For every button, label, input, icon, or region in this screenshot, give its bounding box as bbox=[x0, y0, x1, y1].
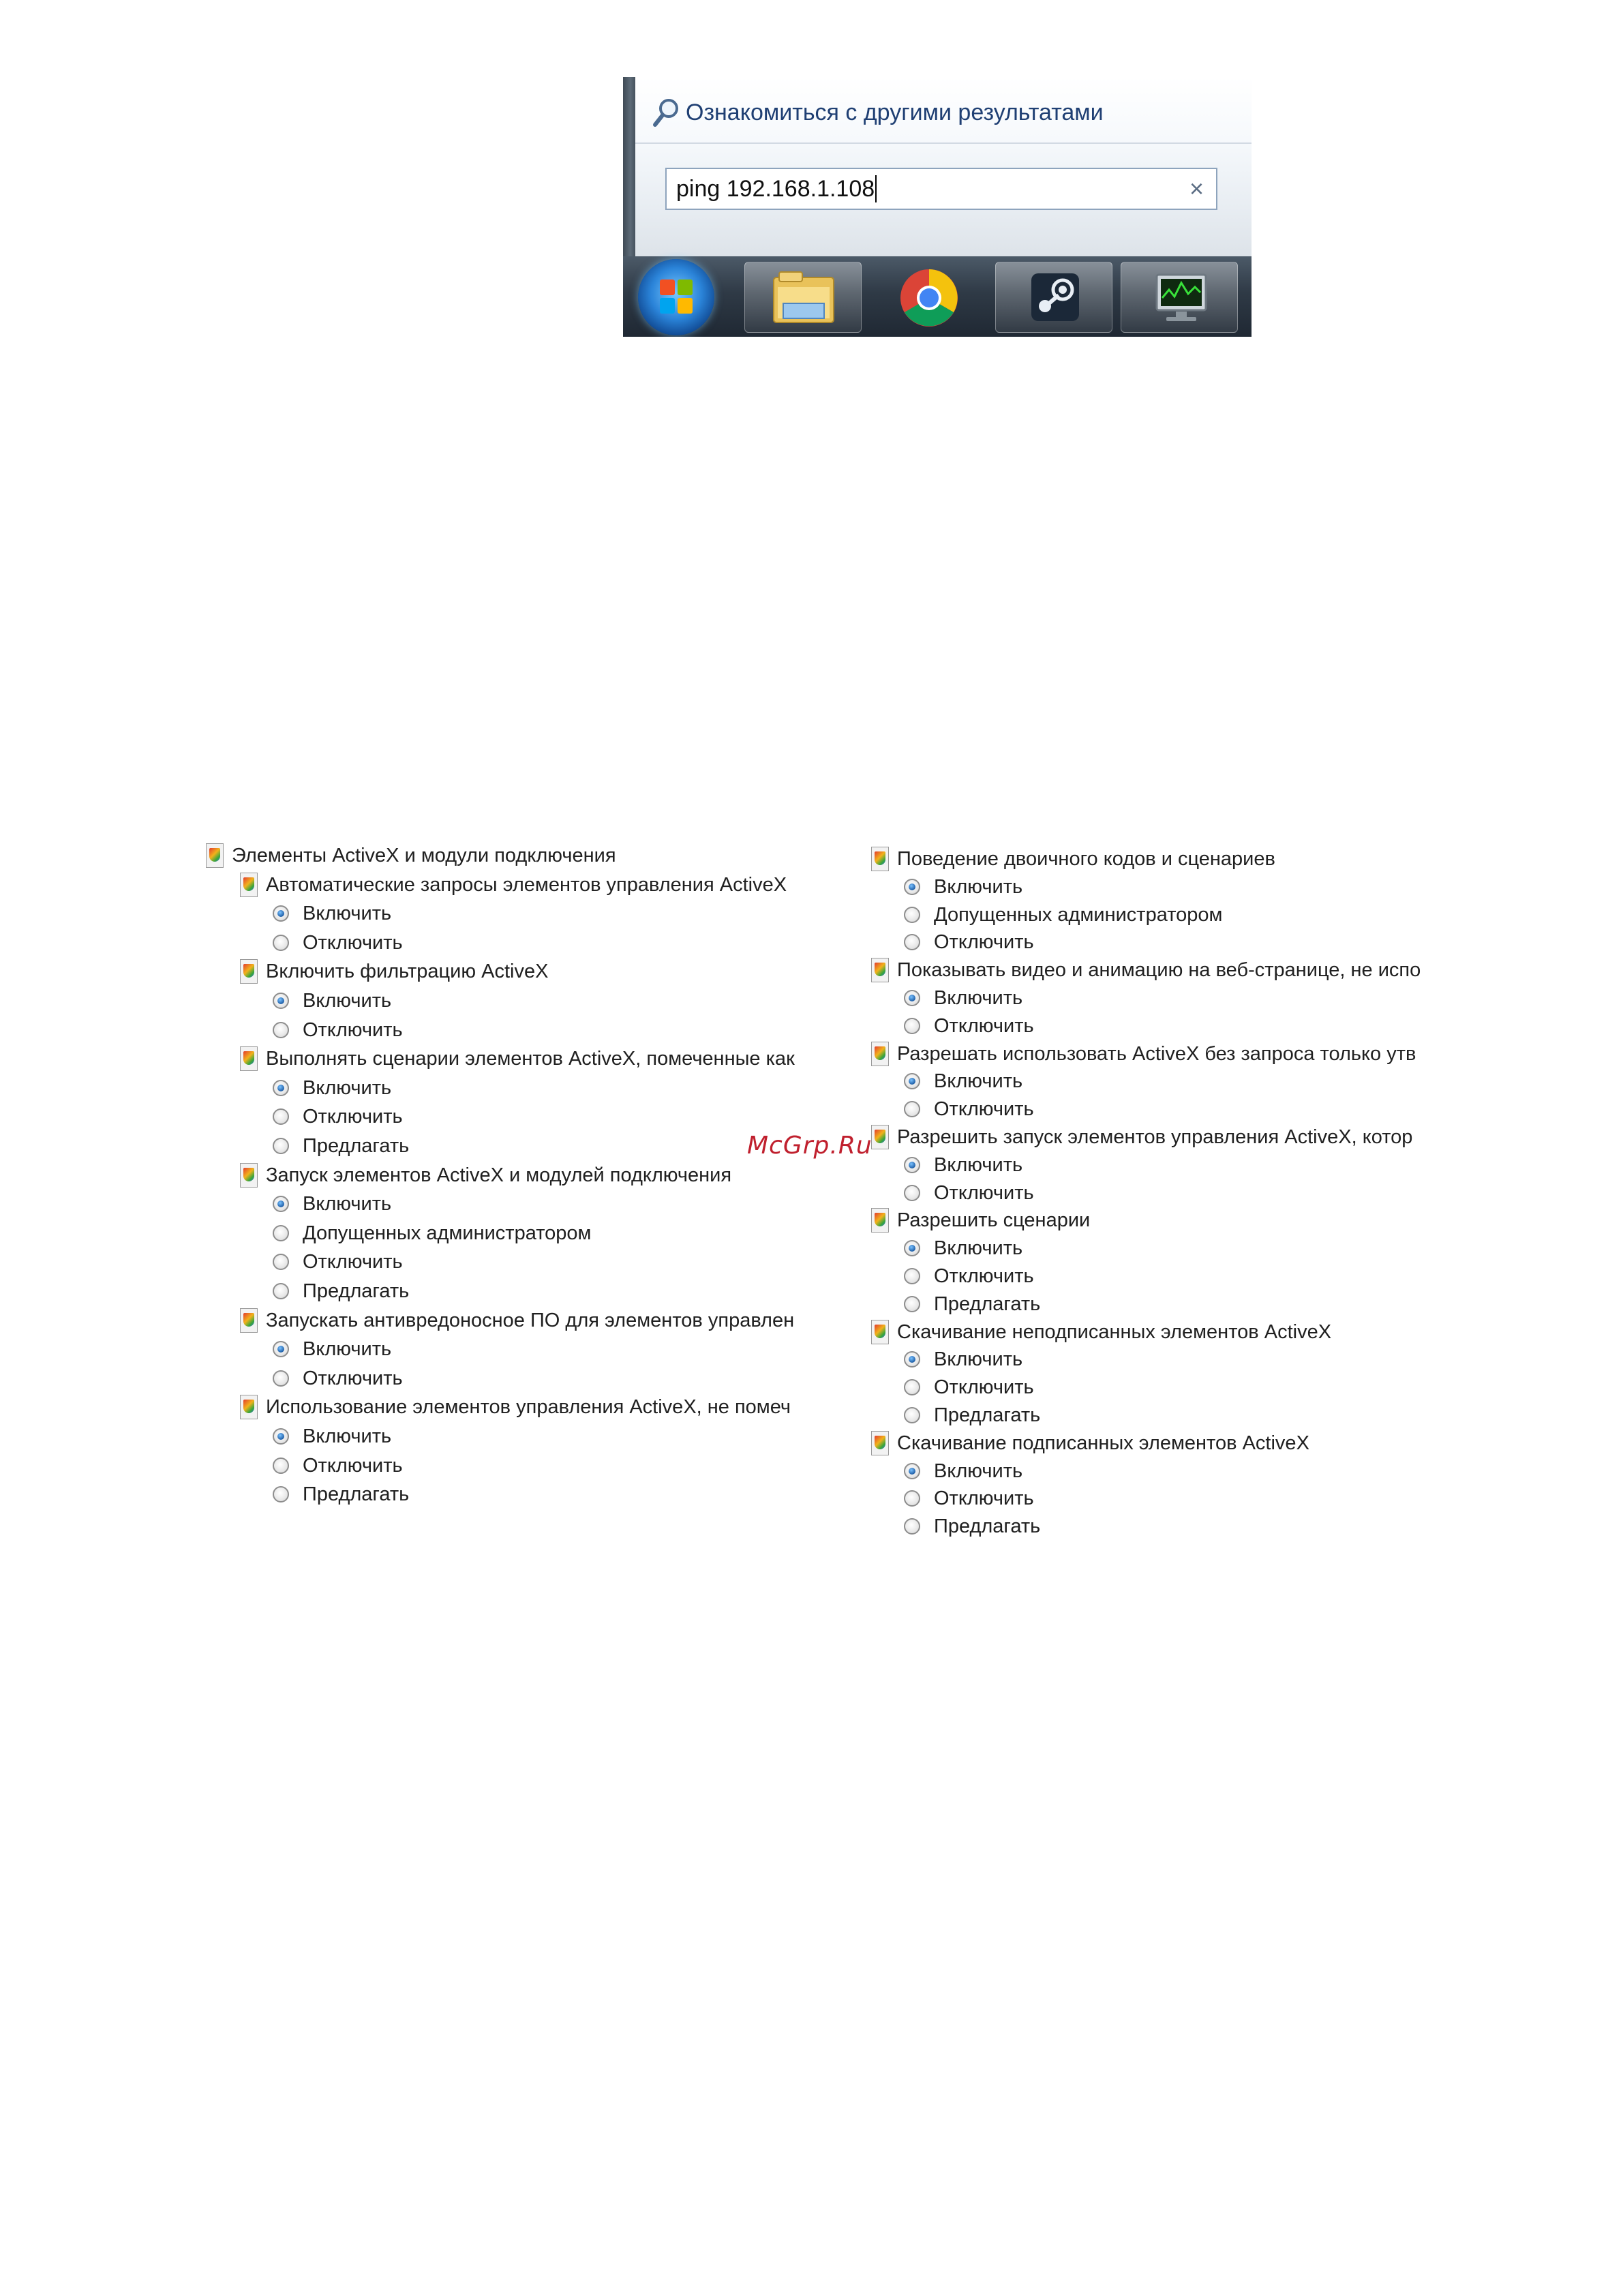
policy-setting-icon bbox=[871, 1208, 889, 1233]
see-more-results-label: Ознакомиться с другими результатами bbox=[686, 99, 1104, 125]
policy-setting-icon bbox=[871, 847, 889, 871]
settings-root bbox=[206, 842, 616, 869]
setting-group bbox=[240, 871, 787, 898]
radio-selected-icon[interactable] bbox=[273, 1428, 289, 1445]
option-label: Включить bbox=[303, 1338, 392, 1360]
option-0-0[interactable] bbox=[273, 900, 391, 927]
radio-selected-icon[interactable] bbox=[904, 879, 920, 895]
option-label: Предлагать bbox=[303, 1280, 410, 1302]
setting-title: Элементы ActiveX и модули подключения bbox=[232, 845, 616, 866]
radio-unselected-icon[interactable] bbox=[904, 1101, 920, 1117]
option-6-1[interactable] bbox=[904, 1485, 1034, 1512]
radio-selected-icon[interactable] bbox=[904, 990, 920, 1006]
setting-title: Показывать видео и анимацию на веб-странице, не испо bbox=[897, 959, 1421, 981]
option-label: Отключить bbox=[934, 1265, 1034, 1287]
policy-setting-icon bbox=[240, 1308, 258, 1333]
chrome-icon bbox=[870, 262, 988, 333]
option-label: Отключить bbox=[303, 1106, 403, 1128]
clear-search-icon[interactable]: × bbox=[1189, 175, 1204, 202]
option-5-2[interactable] bbox=[273, 1481, 409, 1508]
divider bbox=[635, 142, 1252, 144]
policy-setting-icon bbox=[240, 1395, 258, 1419]
option-6-0[interactable] bbox=[904, 1457, 1022, 1485]
setting-title: Разрешить сценарии bbox=[897, 1209, 1091, 1231]
setting-group bbox=[871, 845, 1275, 873]
option-label: Включить bbox=[303, 903, 392, 924]
radio-selected-icon[interactable] bbox=[904, 1351, 920, 1368]
setting-group bbox=[240, 1393, 791, 1421]
policy-setting-icon bbox=[206, 843, 224, 868]
activex-settings-left-panel bbox=[206, 842, 806, 1517]
option-label: Отключить bbox=[303, 1455, 403, 1477]
setting-group bbox=[240, 1162, 731, 1189]
option-label: Отключить bbox=[303, 1019, 403, 1041]
policy-setting-icon bbox=[240, 959, 258, 984]
option-label: Допущенных администратором bbox=[303, 1222, 592, 1244]
option-label: Отключить bbox=[303, 932, 403, 954]
taskbar-steam-button[interactable] bbox=[995, 262, 1112, 333]
option-5-2[interactable] bbox=[904, 1402, 1040, 1429]
option-label: Отключить bbox=[303, 1251, 403, 1273]
search-icon bbox=[652, 97, 680, 128]
radio-selected-icon[interactable] bbox=[273, 1196, 289, 1212]
setting-group bbox=[871, 1040, 1416, 1068]
option-label: Отключить bbox=[303, 1368, 403, 1389]
option-label: Предлагать bbox=[303, 1483, 410, 1505]
see-more-results-link[interactable] bbox=[652, 91, 1104, 134]
option-3-1[interactable] bbox=[904, 1179, 1034, 1207]
policy-setting-icon bbox=[871, 1125, 889, 1149]
taskbar-explorer-button[interactable] bbox=[744, 262, 862, 333]
text-caret bbox=[875, 175, 877, 202]
option-1-1[interactable] bbox=[273, 1016, 403, 1044]
radio-selected-icon[interactable] bbox=[273, 905, 289, 922]
option-5-0[interactable] bbox=[904, 1346, 1022, 1373]
setting-group bbox=[871, 1430, 1309, 1457]
option-3-1[interactable] bbox=[273, 1220, 591, 1247]
option-2-1[interactable] bbox=[904, 1096, 1034, 1123]
option-5-0[interactable] bbox=[273, 1423, 391, 1450]
option-1-0[interactable] bbox=[273, 987, 391, 1014]
option-label: Отключить bbox=[934, 1487, 1034, 1509]
radio-unselected-icon[interactable] bbox=[273, 1138, 289, 1154]
option-label: Включить bbox=[303, 1193, 392, 1215]
option-label: Включить bbox=[934, 1154, 1023, 1176]
option-label: Отключить bbox=[934, 1182, 1034, 1204]
radio-unselected-icon[interactable] bbox=[273, 1283, 289, 1299]
option-3-0[interactable] bbox=[904, 1151, 1022, 1179]
radio-unselected-icon[interactable] bbox=[273, 1254, 289, 1270]
radio-selected-icon[interactable] bbox=[273, 1341, 289, 1357]
option-label: Отключить bbox=[934, 1376, 1034, 1398]
option-label: Предлагать bbox=[934, 1404, 1041, 1426]
option-6-2[interactable] bbox=[904, 1513, 1040, 1540]
radio-selected-icon[interactable] bbox=[904, 1073, 920, 1089]
radio-unselected-icon[interactable] bbox=[904, 1018, 920, 1034]
option-4-0[interactable] bbox=[904, 1235, 1022, 1262]
taskbar-monitor-button[interactable] bbox=[1121, 262, 1238, 333]
activex-settings-right-panel bbox=[871, 845, 1421, 1554]
folder-icon bbox=[745, 262, 862, 333]
policy-setting-icon bbox=[871, 1042, 889, 1066]
steam-icon bbox=[996, 262, 1113, 333]
radio-unselected-icon[interactable] bbox=[904, 907, 920, 923]
radio-unselected-icon[interactable] bbox=[904, 934, 920, 950]
setting-group bbox=[240, 1307, 794, 1334]
radio-unselected-icon[interactable] bbox=[273, 1457, 289, 1474]
option-label: Включить bbox=[934, 987, 1023, 1009]
radio-unselected-icon[interactable] bbox=[273, 935, 289, 951]
option-2-0[interactable] bbox=[904, 1068, 1022, 1095]
policy-setting-icon bbox=[240, 1163, 258, 1188]
windows-logo-icon bbox=[660, 280, 693, 314]
option-0-1[interactable] bbox=[904, 901, 1222, 928]
option-0-1[interactable] bbox=[273, 929, 403, 956]
taskbar-chrome-button[interactable] bbox=[870, 262, 987, 333]
option-label: Предлагать bbox=[934, 1293, 1041, 1315]
setting-title: Выполнять сценарии элементов ActiveX, помеченные как bbox=[266, 1048, 795, 1070]
policy-setting-icon bbox=[240, 873, 258, 897]
start-button[interactable] bbox=[638, 259, 714, 335]
radio-unselected-icon[interactable] bbox=[273, 1370, 289, 1387]
setting-title: Автоматические запросы элементов управления ActiveX bbox=[266, 874, 787, 896]
radio-selected-icon[interactable] bbox=[904, 1157, 920, 1173]
option-label: Включить bbox=[303, 1425, 392, 1447]
setting-title: Разрешить запуск элементов управления ActiveX, котор bbox=[897, 1126, 1413, 1148]
option-0-0[interactable] bbox=[904, 873, 1022, 901]
setting-group bbox=[871, 1123, 1412, 1151]
option-3-3[interactable] bbox=[273, 1278, 409, 1305]
option-3-2[interactable] bbox=[273, 1248, 403, 1275]
setting-title: Включить фильтрацию ActiveX bbox=[266, 961, 549, 982]
setting-title: Запускать антивредоносное ПО для элементов управлен bbox=[266, 1310, 795, 1331]
option-label: Включить bbox=[934, 1348, 1023, 1370]
policy-setting-icon bbox=[871, 1431, 889, 1455]
option-3-0[interactable] bbox=[273, 1190, 391, 1218]
radio-unselected-icon[interactable] bbox=[273, 1225, 289, 1241]
setting-group bbox=[871, 1207, 1090, 1234]
radio-unselected-icon[interactable] bbox=[904, 1185, 920, 1201]
taskbar bbox=[623, 256, 1252, 337]
setting-group bbox=[240, 1045, 795, 1072]
setting-title: Скачивание подписанных элементов ActiveX bbox=[897, 1432, 1309, 1454]
option-5-1[interactable] bbox=[273, 1452, 403, 1479]
setting-title: Разрешать использовать ActiveX без запроса только утв bbox=[897, 1043, 1416, 1065]
radio-unselected-icon[interactable] bbox=[904, 1296, 920, 1312]
option-label: Отключить bbox=[934, 931, 1034, 953]
search-input[interactable] bbox=[665, 168, 1217, 210]
setting-title: Скачивание неподписанных элементов ActiveX bbox=[897, 1321, 1332, 1343]
option-4-1[interactable] bbox=[904, 1263, 1034, 1290]
radio-unselected-icon[interactable] bbox=[904, 1518, 920, 1535]
option-label: Включить bbox=[934, 1237, 1023, 1259]
option-label: Включить bbox=[303, 1077, 392, 1099]
option-5-1[interactable] bbox=[904, 1374, 1034, 1401]
option-label: Отключить bbox=[934, 1098, 1034, 1120]
radio-unselected-icon[interactable] bbox=[273, 1022, 289, 1038]
policy-setting-icon bbox=[871, 958, 889, 982]
radio-unselected-icon[interactable] bbox=[904, 1268, 920, 1284]
radio-unselected-icon[interactable] bbox=[273, 1486, 289, 1502]
option-4-2[interactable] bbox=[904, 1290, 1040, 1318]
setting-title: Поведение двоичного кодов и сценариев bbox=[897, 848, 1275, 870]
option-4-1[interactable] bbox=[273, 1365, 403, 1392]
option-label: Включить bbox=[303, 990, 392, 1012]
radio-unselected-icon[interactable] bbox=[904, 1379, 920, 1395]
radio-selected-icon[interactable] bbox=[904, 1240, 920, 1256]
setting-group bbox=[871, 956, 1421, 984]
policy-setting-icon bbox=[240, 1046, 258, 1071]
network-monitor-icon bbox=[1121, 262, 1239, 333]
radio-unselected-icon[interactable] bbox=[904, 1407, 920, 1423]
option-label: Предлагать bbox=[934, 1515, 1041, 1537]
policy-setting-icon bbox=[871, 1320, 889, 1344]
option-label: Включить bbox=[934, 876, 1023, 898]
option-label: Включить bbox=[934, 1070, 1023, 1092]
option-2-2[interactable] bbox=[273, 1132, 409, 1160]
start-menu-edge bbox=[623, 77, 635, 256]
search-input-value: ping 192.168.1.108 bbox=[676, 175, 875, 202]
watermark: McGrp.Ru bbox=[747, 1132, 873, 1160]
radio-selected-icon[interactable] bbox=[904, 1463, 920, 1479]
setting-group bbox=[240, 958, 548, 985]
option-2-0[interactable] bbox=[273, 1074, 391, 1102]
option-0-2[interactable] bbox=[904, 928, 1034, 956]
setting-title: Использование элементов управления ActiveX, не помеч bbox=[266, 1396, 791, 1418]
start-menu bbox=[623, 77, 1252, 337]
option-label: Допущенных администратором bbox=[934, 904, 1223, 926]
radio-unselected-icon[interactable] bbox=[904, 1490, 920, 1507]
radio-selected-icon[interactable] bbox=[273, 993, 289, 1009]
option-label: Включить bbox=[934, 1460, 1023, 1482]
option-1-1[interactable] bbox=[904, 1012, 1034, 1040]
setting-title: Запуск элементов ActiveX и модулей подключения bbox=[266, 1164, 732, 1186]
setting-group bbox=[871, 1318, 1331, 1346]
option-label: Отключить bbox=[934, 1015, 1034, 1037]
option-4-0[interactable] bbox=[273, 1335, 391, 1363]
radio-unselected-icon[interactable] bbox=[273, 1108, 289, 1125]
option-1-0[interactable] bbox=[904, 984, 1022, 1012]
option-label: Предлагать bbox=[303, 1135, 410, 1157]
option-2-1[interactable] bbox=[273, 1103, 403, 1130]
radio-selected-icon[interactable] bbox=[273, 1080, 289, 1096]
